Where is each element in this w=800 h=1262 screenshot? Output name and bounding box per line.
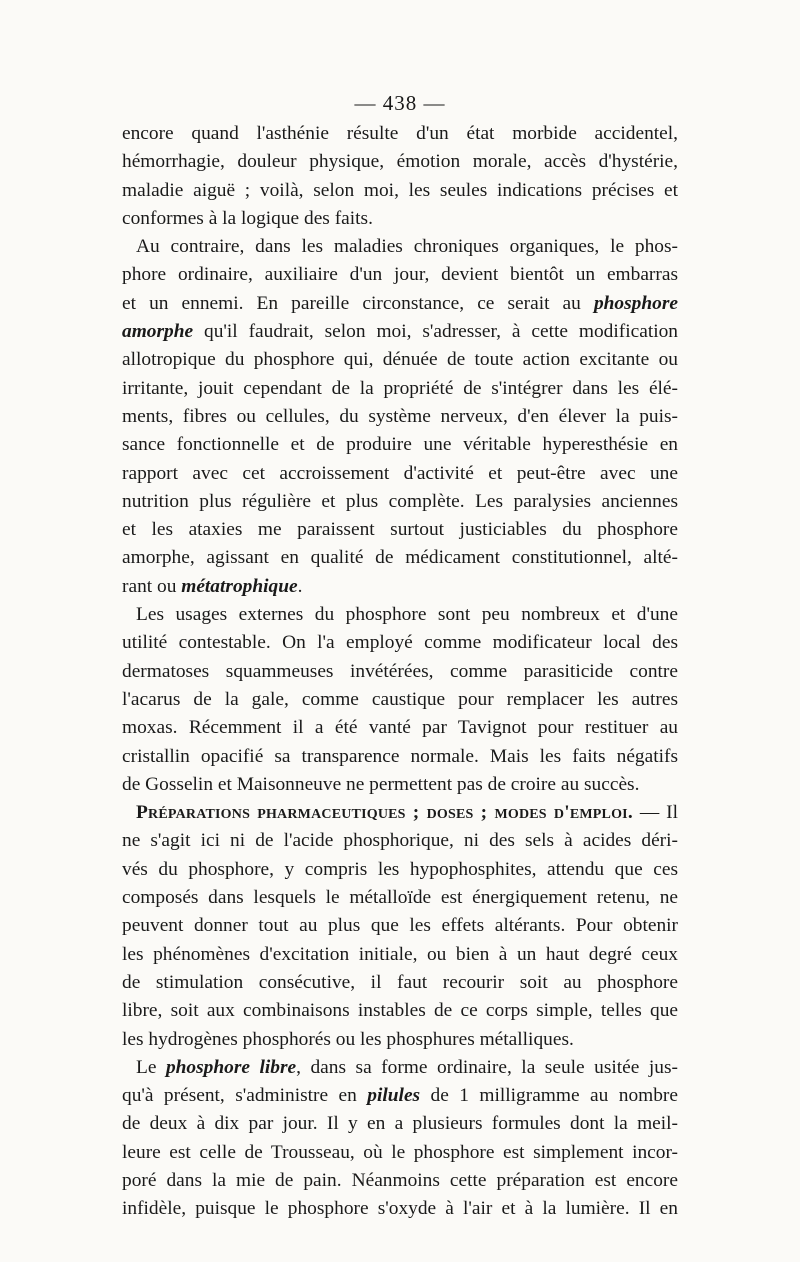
text-line: peuvent donner tout au plus que les effets altérants. Pour obtenir xyxy=(122,915,678,937)
text-line: infidèle, puisque le phosphore s'oxyde à l'air et à la lumière. Il en xyxy=(122,1198,678,1220)
text-segment: . xyxy=(297,575,303,597)
text-line: cristallin opacifié sa transparence normale. Mais les faits négatifs xyxy=(122,745,678,767)
text-line: irritante, jouit cependant de la propriété de s'intégrer dans les élé- xyxy=(122,377,678,399)
text-line: composés dans lesquels le métalloïde est énergiquement retenu, ne xyxy=(122,887,678,909)
italic-term: phosphore libre xyxy=(165,1056,297,1078)
text-line xyxy=(122,318,678,346)
text-segment: qu'à présent, s'administre en xyxy=(122,1085,368,1107)
text-line: phore ordinaire, auxiliaire d'un jour, devient bientôt un embarras xyxy=(122,264,678,286)
italic-term: phosphore xyxy=(593,292,678,314)
text-line xyxy=(122,1054,678,1082)
book-page xyxy=(122,88,678,1224)
text-line: de Gosselin et Maisonneuve ne permettent pas de croire au succès. xyxy=(122,773,640,795)
text-segment: rant ou xyxy=(122,575,182,597)
text-line: poré dans la mie de pain. Néanmoins cette préparation est encore xyxy=(122,1169,678,1191)
text-line: les phénomènes d'excitation initiale, ou bien à un haut degré ceux xyxy=(122,943,678,965)
text-segment: — Il xyxy=(632,802,678,824)
text-line xyxy=(122,799,678,827)
text-line xyxy=(122,573,678,601)
text-line: ne s'agit ici ni de l'acide phosphorique, ni des sels à acides déri- xyxy=(122,830,678,852)
italic-term: pilules xyxy=(367,1085,421,1107)
text-line: allotropique du phosphore qui, dénuée de toute action excitante ou xyxy=(122,349,678,371)
text-line: Les usages externes du phosphore sont peu nombreux et d'une xyxy=(136,604,678,626)
text-line: l'acarus de la gale, comme caustique pour remplacer les autres xyxy=(122,688,678,710)
text-line xyxy=(122,290,678,318)
text-line: sance fonctionnelle et de produire une véritable hyperesthésie en xyxy=(122,434,678,456)
text-line: maladie aiguë ; voilà, selon moi, les seules indications précises et xyxy=(122,179,678,201)
text-line: les hydrogènes phosphorés ou les phosphures métalliques. xyxy=(122,1028,574,1050)
text-segment: , dans sa forme ordinaire, la seule usitée jus- xyxy=(296,1056,678,1078)
text-line: de stimulation consécutive, il faut recourir soit au phosphore xyxy=(122,971,678,993)
text-line: Au contraire, dans les maladies chroniques organiques, le phos- xyxy=(136,236,678,258)
text-line: rapport avec cet accroissement d'activité et peut-être avec une xyxy=(122,462,678,484)
text-line: nutrition plus régulière et plus complète. Les paralysies anciennes xyxy=(122,490,678,512)
page-number: — 438 — xyxy=(354,91,446,115)
text-line: conformes à la logique des faits. xyxy=(122,207,373,229)
section-heading: Préparations pharmaceutiques ; doses ; modes d'emploi. xyxy=(136,802,633,824)
italic-term: amorphe xyxy=(122,321,194,343)
text-line: de deux à dix par jour. Il y en a plusieurs formules dont la meil- xyxy=(122,1113,678,1135)
text-line: encore quand l'asthénie résulte d'un état morbide accidentel, xyxy=(122,123,678,144)
text-segment: et un ennemi. En pareille circonstance, ce serait au xyxy=(122,292,594,314)
text-line: libre, soit aux combinaisons instables de ce corps simple, telles que xyxy=(122,1000,678,1022)
text-line: ments, fibres ou cellules, du système nerveux, d'en élever la puis- xyxy=(122,405,678,427)
text-line: amorphe, agissant en qualité de médicament constitutionnel, alté- xyxy=(122,547,678,569)
text-segment: Le xyxy=(136,1056,166,1078)
italic-term: métatrophique xyxy=(181,575,298,597)
text-segment: qu'il faudrait, selon moi, s'adresser, à cette modification xyxy=(193,321,678,343)
body-text xyxy=(122,120,678,1224)
text-line: dermatoses squammeuses invétérées, comme parasiticide contre xyxy=(122,660,678,682)
text-line: et les ataxies me paraissent surtout justiciables du phosphore xyxy=(122,519,678,541)
text-line: utilité contestable. On l'a employé comme modificateur local des xyxy=(122,632,678,654)
text-line: vés du phosphore, y compris les hypophosphites, attendu que ces xyxy=(122,858,678,880)
text-line: leure est celle de Trousseau, où le phosphore est simplement incor- xyxy=(122,1141,678,1163)
text-line: moxas. Récemment il a été vanté par Tavignot pour restituer au xyxy=(122,717,678,739)
text-line: hémorrhagie, douleur physique, émotion morale, accès d'hystérie, xyxy=(122,151,678,173)
text-line xyxy=(122,1082,678,1110)
text-segment: de 1 milligramme au nombre xyxy=(420,1085,678,1107)
